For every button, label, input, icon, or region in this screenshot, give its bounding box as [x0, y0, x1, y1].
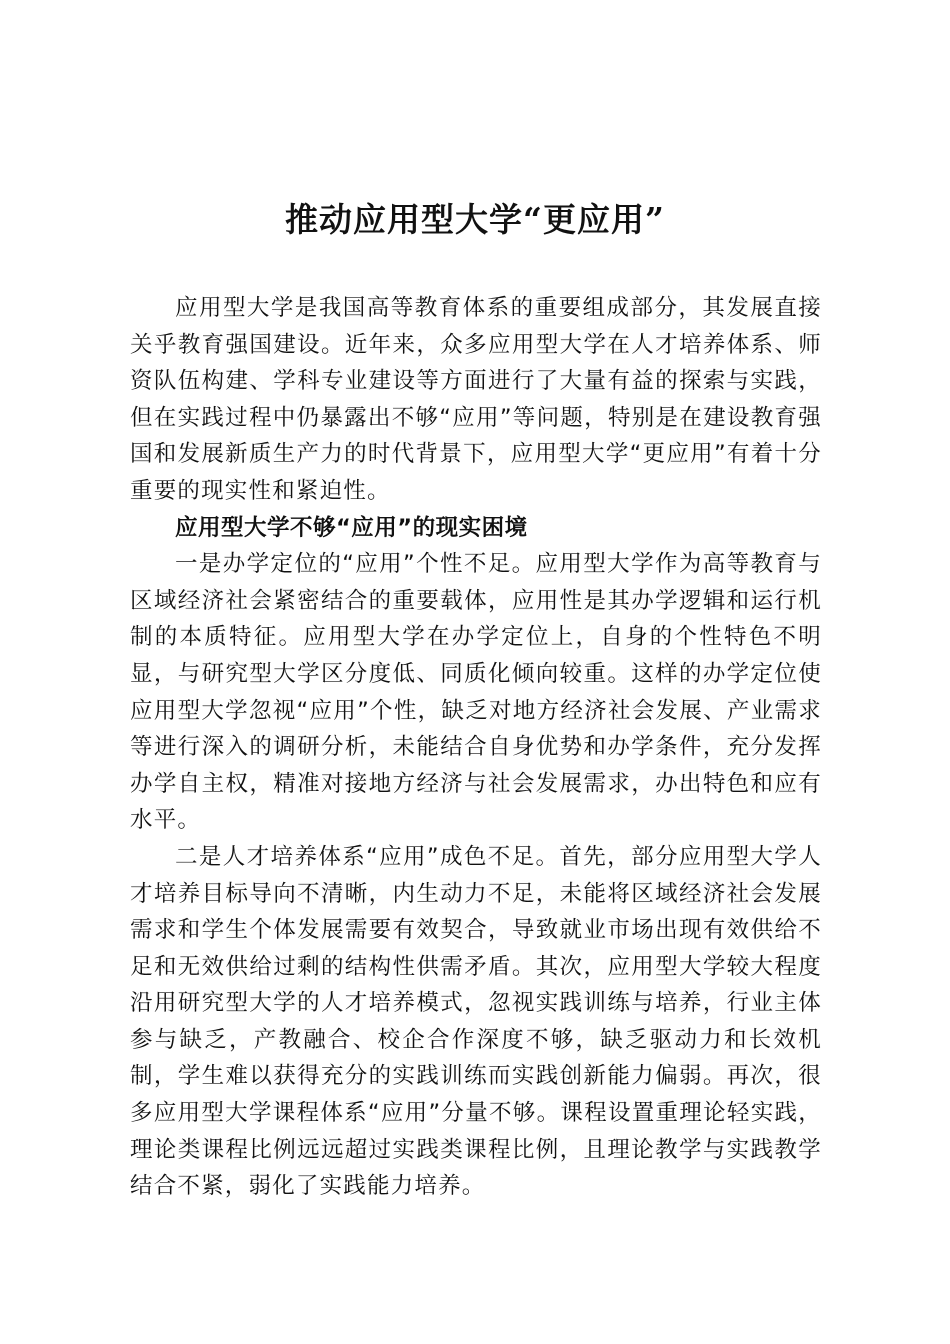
- section-heading: 应用型大学不够“应用”的现实困境: [175, 514, 528, 541]
- section-paragraph-2: 二是人才培养体系“应用”成色不足。首先，部分应用型大学人才培养目标导向不清晰，内生动力不足，未能将区域经济社会发展需求和学生个体发展需要有效契合，导致就业市场出现有效供给不足和无效供给过剩的结构性供需矛盾。其次，应用型大学较大程度沿用研究型大学的人才培养模式，忽视实践训练与培养，行业主体参与缺乏，产教融合、校企合作深度不够，缺乏驱动力和长效机制，学生难以获得充分的实践训练而实践创新能力偏弱。再次，很多应用型大学课程体系“应用”分量不够。课程设置重理论轻实践，理论类课程比例远远超过实践类课程比例，且理论教学与实践教学结合不紧，弱化了实践能力培养。: [130, 843, 822, 1200]
- document-title: 推动应用型大学“更应用”: [285, 200, 665, 239]
- section-paragraph-1: 一是办学定位的“应用”个性不足。应用型大学作为高等教育与区域经济社会紧密结合的重要载体，应用性是其办学逻辑和运行机制的本质特征。应用型大学在办学定位上，自身的个性特色不明显，与研究型大学区分度低、同质化倾向较重。这样的办学定位使应用型大学忽视“应用”个性，缺乏对地方经济社会发展、产业需求等进行深入的调研分析，未能结合自身优势和办学条件，充分发挥办学自主权，精准对接地方经济与社会发展需求，办出特色和应有水平。: [130, 551, 822, 834]
- document-body: [130, 290, 822, 1205]
- intro-paragraph: 应用型大学是我国高等教育体系的重要组成部分，其发展直接关乎教育强国建设。近年来，众多应用型大学在人才培养体系、师资队伍构建、学科专业建设等方面进行了大量有益的探索与实践，但在实践过程中仍暴露出不够“应用”等问题，特别是在建设教育强国和发展新质生产力的时代背景下，应用型大学“更应用”有着十分重要的现实性和紧迫性。: [130, 295, 822, 504]
